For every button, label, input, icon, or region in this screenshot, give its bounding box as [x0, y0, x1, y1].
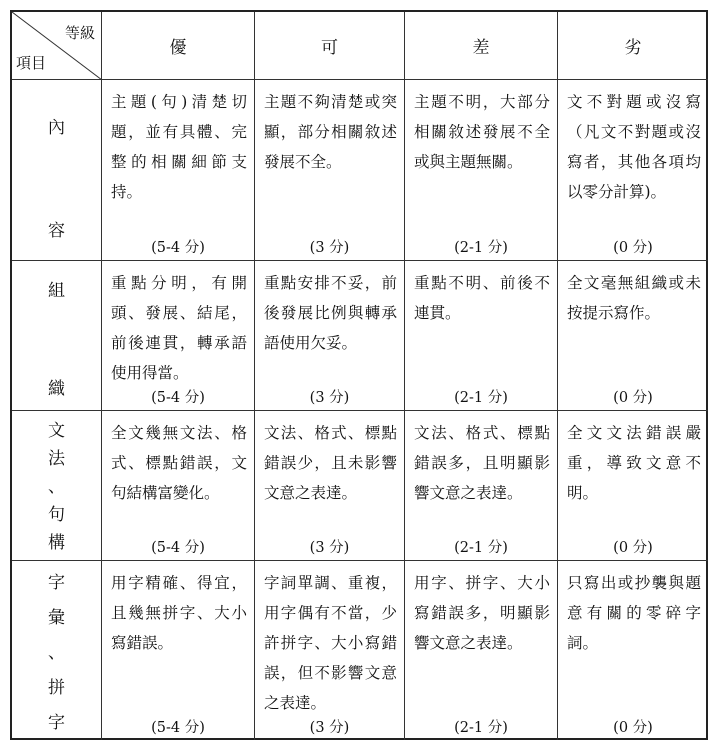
score-range: (3 分) [309, 390, 350, 406]
score-range: (0 分) [613, 720, 653, 736]
score-range: (3 分) [309, 540, 350, 556]
rubric-cell [558, 80, 708, 261]
score-range: (5-4 分) [151, 390, 205, 406]
item-char: 構 [48, 533, 65, 553]
score-range: (5-4 分) [151, 720, 205, 736]
item-char: 字 [48, 573, 65, 593]
score-range: (5-4 分) [151, 240, 205, 256]
score-range: (0 分) [613, 390, 653, 406]
criteria-text: 字詞單調、重複，用字偶有不當，少許拼字、大小寫錯誤，但不影響文意之表達。 [264, 574, 397, 712]
criteria-text: 文法、格式、標點錯誤少，且未影響文意之表達。 [264, 424, 397, 502]
rubric-cell [255, 561, 405, 740]
grade-axis-label: 等級 [64, 24, 95, 42]
score-range: (3 分) [309, 720, 350, 736]
criteria-text: 重點分明，有開頭、發展、結尾，前後連貫，轉承語使用得當。 [111, 274, 247, 382]
score-range: (0 分) [613, 540, 653, 556]
item-label-grammar [12, 411, 102, 561]
grade-header-bad: 劣 [558, 12, 708, 80]
criteria-text: 文不對題或沒寫（凡文不對題或沒寫者，其他各項均以零分計算)。 [567, 93, 701, 201]
item-char: 字 [48, 713, 65, 733]
rubric-cell [405, 80, 558, 261]
rubric-cell [405, 261, 558, 411]
item-char: 、 [48, 477, 65, 497]
criteria-text: 重點不明、前後不連貫。 [414, 274, 550, 322]
criteria-text: 全文文法錯誤嚴重，導致文意不明。 [567, 424, 701, 502]
rubric-cell [102, 261, 255, 411]
grade-header-excellent: 優 [102, 12, 255, 80]
rubric-cell [255, 80, 405, 261]
score-range: (2-1 分) [454, 720, 508, 736]
criteria-text: 全文幾無文法、格式、標點錯誤，文句結構富變化。 [111, 424, 247, 502]
item-label-organization [12, 261, 102, 411]
item-char: 句 [48, 505, 65, 525]
criteria-text: 主題不夠清楚或突顯，部分相關敘述發展不全。 [264, 93, 397, 171]
criteria-text: 文法、格式、標點錯誤多，且明顯影響文意之表達。 [414, 424, 550, 502]
score-range: (3 分) [309, 240, 350, 256]
item-char: 織 [48, 379, 65, 399]
rubric-table [10, 10, 708, 740]
rubric-cell [405, 411, 558, 561]
item-char: 拼 [48, 678, 65, 698]
rubric-cell [558, 411, 708, 561]
criteria-text: 主題(句)清楚切題，並有具體、完整的相關細節支持。 [111, 93, 247, 201]
item-label-content [12, 80, 102, 261]
score-range: (2-1 分) [454, 540, 508, 556]
rubric-cell [255, 411, 405, 561]
criteria-text: 用字、拼字、大小寫錯誤多，明顯影響文意之表達。 [414, 574, 550, 652]
score-range: (0 分) [613, 240, 653, 256]
rubric-cell [102, 80, 255, 261]
score-range: (2-1 分) [454, 390, 508, 406]
item-char: 組 [48, 281, 65, 301]
item-char: 容 [48, 221, 65, 241]
criteria-text: 全文毫無組織或未按提示寫作。 [567, 274, 701, 322]
rubric-cell [558, 561, 708, 740]
score-range: (2-1 分) [454, 240, 508, 256]
score-range: (5-4 分) [151, 540, 205, 556]
criteria-text: 主題不明，大部分相關敘述發展不全或與主題無關。 [414, 93, 550, 171]
rubric-cell [102, 411, 255, 561]
criteria-text: 只寫出或抄襲與題意有關的零碎字詞。 [567, 574, 701, 652]
item-char: 文 [48, 421, 65, 441]
rubric-cell [255, 261, 405, 411]
item-char: 彙 [48, 608, 65, 628]
rubric-cell [558, 261, 708, 411]
item-axis-label: 項目 [16, 54, 47, 72]
criteria-text: 用字精確、得宜，且幾無拼字、大小寫錯誤。 [111, 574, 247, 652]
grade-header-poor: 差 [405, 12, 558, 80]
item-char: 法 [48, 449, 65, 469]
item-char: 、 [48, 643, 65, 663]
grade-header-fair: 可 [255, 12, 405, 80]
corner-header-cell [12, 12, 102, 80]
criteria-text: 重點安排不妥，前後發展比例與轉承語使用欠妥。 [264, 274, 397, 352]
item-char: 內 [48, 118, 65, 138]
rubric-cell [405, 561, 558, 740]
rubric-cell [102, 561, 255, 740]
item-label-vocabulary [12, 561, 102, 740]
